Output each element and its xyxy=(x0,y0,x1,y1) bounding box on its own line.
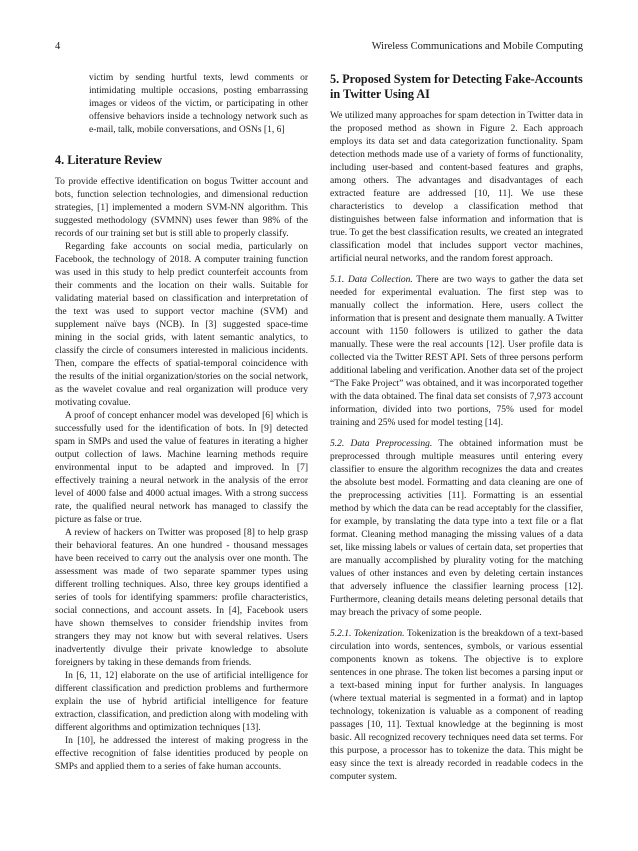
subsection-title: 5.2.1. Tokenization. xyxy=(330,629,405,639)
paragraph: To provide effective identification on bogus Twitter account and bots, function selection technologies, and dimensional reduction strategies, [1] implemented a modern SVM-NN algorithm. This suggested methodology (SVMNN) uses fewer than 98% of the records of our training set but is still able to properly classify. xyxy=(55,177,308,239)
page-header xyxy=(55,41,583,55)
subsection-text: There are two ways to gather the data set needed for experimental evaluation. The first step was to manually collect the information. Here, users collect the information that is present and designate them manually. A Twitter account with 1150 followers is utilized to gather the data manually. These were the real accounts [12]. User profile data is collected via the Twitter REST API. Sets of three persons perform additional labeling and verification. Another data set of the project “The Fake Project” was obtained, and it was incorporated together with the data obtained. The final data set consists of 7,973 account information, divided into two portions, 75% used for model training and 25% used for model testing [14]. xyxy=(330,275,583,428)
subsection-text: The obtained information must be preprocessed through multiple measures until entering every classifier to ensure the algorithm recognizes the data and creates the absolute best model. Formatting and data cleaning are one of the preprocessing activities [11]. Formatting is an essential method by which the data can be read acceptably for the classifier, for example, by translating the data type into a text file or a flat format. Cleaning method managing the missing values of a data set, like missing labels or values of certain data, set properties that are manually accomplished by plurality voting for the matching values of other instances and even by deleting certain instances that adversely influence the classifier learning process [12]. Furthermore, cleaning details means deleting personal details that may breach the privacy of some people. xyxy=(330,439,583,618)
paragraph: A proof of concept enhancer model was developed [6] which is successfully used for the identification of bots. In [9] detected spam in SMPs and used the value of features in iterating a higher output collection of laws. Machine learning methods require environmental input to be adapted and improved. In [7] effectively training a neural network in the analysis of the error level of 4000 false and 4000 actual images. With a strong success rate, the qualified neural network has managed to classify the picture as false or true. xyxy=(55,411,308,525)
section-heading-literature-review: 4. Literature Review xyxy=(55,153,163,167)
paragraph: In [10], he addressed the interest of making progress in the effective recognition of false identities produced by people on SMPs and applied them to a series of fake human accounts. xyxy=(55,736,308,772)
subsection-title: 5.2. Data Preprocessing. xyxy=(330,439,433,449)
subsection-title: 5.1. Data Collection. xyxy=(330,275,413,285)
paragraph: A review of hackers on Twitter was proposed [8] to help grasp their behavioral features. An one hundred - thousand messages have been received to carry out the analysis over one month. The assessment was made of two separate spammer types using different trolling techniques. Also, three key groups identified a series of tools for identifying spammers: profile characteristics, social connections, and account assets. In [4], Facebook users have shown themselves to consider friendship invites from strangers they may not know but with several relatives. Users inadvertently divulge their private knowledge to absolute foreigners by taking in these demands from friends. xyxy=(55,528,308,668)
subsection-text: Tokenization is the breakdown of a text-based circulation into words, sentences, symbols, or various essential components known as tokens. The objective is to explore sentences in one phrase. The token list becomes a parsing input or a text-based mining input for further analysis. In languages (where textual material is segmented in a format) and in laptop technology, tokenization is valuable as a component of reading passages [10, 11]. Textual knowledge at the beginning is most basic. All recognized recovery techniques need data set terms. For this purpose, a processor has to tokenize the data. This might be easy since the text is already recorded in readable codecs in the computer system. xyxy=(330,629,583,782)
subsection-tokenization xyxy=(330,628,583,784)
right-column xyxy=(330,72,583,784)
paragraph: In [6, 11, 12] elaborate on the use of artificial intelligence for different classification and prediction problems and furthermore explain the use of hybrid artificial intelligence for feature extraction, classification, and prediction along with modeling with different algorithms and optimization techniques [13]. xyxy=(55,671,308,733)
page-number: 4 xyxy=(55,41,61,52)
quoted-definition: victim by sending hurtful texts, lewd comments or intimidating multiple occasions, posting embarrassing images or videos of the victim, or participating in other offensive behaviors inside a technology network such as e-mail, talk, mobile conversations, and OSNs [1, 6] xyxy=(89,73,308,135)
section-heading-proposed-system: 5. Proposed System for Detecting Fake-Accounts in Twitter Using AI xyxy=(330,72,583,101)
subsection-data-preprocessing xyxy=(330,438,583,620)
paragraph: We utilized many approaches for spam detection in Twitter data in the proposed method as shown in Figure 2. Each approach employs its data set and data categorization functionality. Spam detection methods made use of a variety of forms of functionality, including user-based and content-based features and graphs, among others. The advantages and disadvantages of each extracted feature are addressed [10, 11]. We use these characteristics to develop a classification method that distinguishes between false information and information that is true. To get the best classification results, we created an integrated classification model that includes support vector machines, artificial neural networks, and the random forest approach. xyxy=(330,111,583,264)
left-column xyxy=(55,72,308,774)
paragraph: Regarding fake accounts on social media, particularly on Facebook, the technology of 2018. A computer training function was used in this study to help predict counterfeit accounts from their comments and the location on their walls. Suitable for validating material based on classification and interpretation of the text was used to support vector machine (SVM) and supplement naïve bays (NCB). In [3] suggested space-time mining in the social grids, with latent semantic analytics, to classify the circle of consumers interested in malicious incidents. Then, compare the effects of spatial-temporal coincidence with the results of the initial organization/stories on the social network, as the wavelet covalue and real organization will produce very motivating covalue. xyxy=(55,242,308,408)
journal-title: Wireless Communications and Mobile Computing xyxy=(371,41,583,52)
subsection-data-collection xyxy=(330,274,583,430)
